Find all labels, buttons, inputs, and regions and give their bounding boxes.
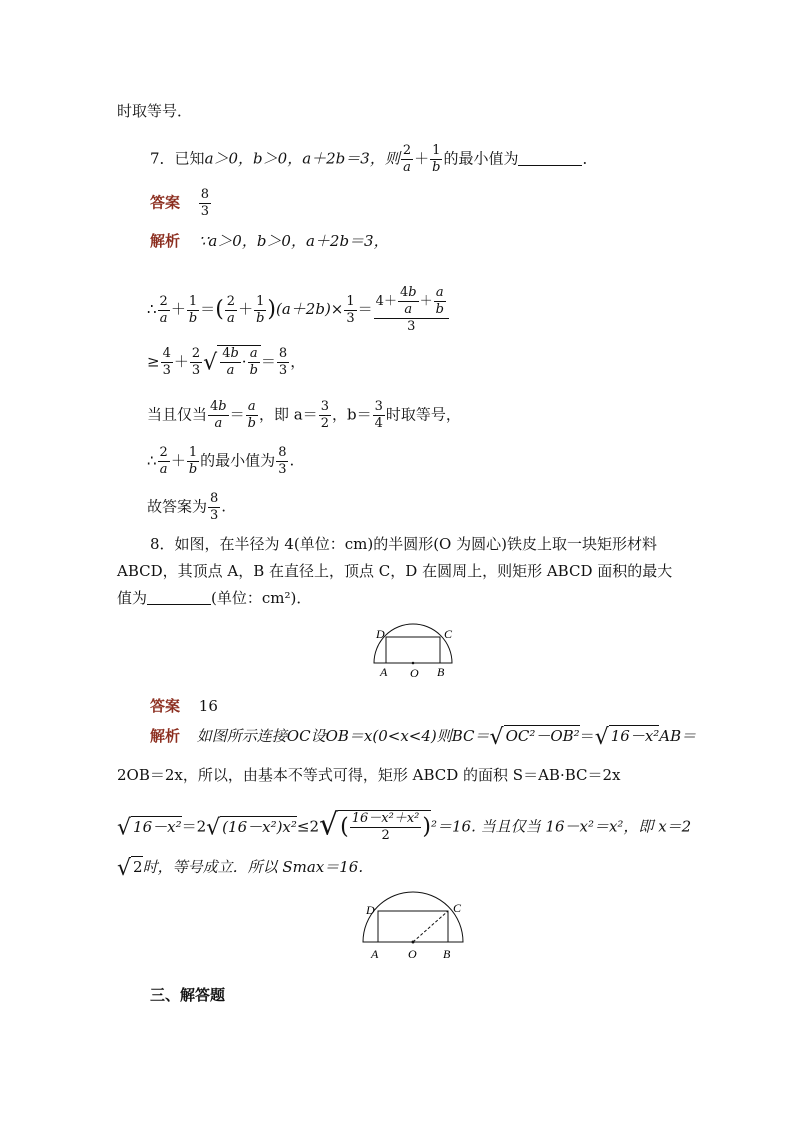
q8-s1-end: AB＝ xyxy=(659,727,697,745)
rectangle-abcd-2 xyxy=(378,911,448,942)
q8-s3-num: 16－x²＋x² xyxy=(351,811,420,826)
q8-s4-rad: 2 xyxy=(133,858,143,876)
q7-a4-d: 时取等号， xyxy=(385,405,461,424)
semicircle-figure-2 xyxy=(350,890,476,966)
q7-end: ． xyxy=(582,149,598,168)
q8-line-3 xyxy=(117,588,311,608)
q8-analysis-2: 2OB＝2x，所以，由基本不等式可得，矩形 ABCD 的面积 S＝AB·BC＝2x xyxy=(117,766,621,784)
q8-answer xyxy=(150,696,218,716)
q7-analysis-6: 故答案为 $\frac{8}{3}$ . xyxy=(147,491,227,523)
q7-a5-prefix: ∴ xyxy=(147,451,157,470)
q8-s1-mid: ＝ xyxy=(579,727,595,745)
q8-line3-b: (单位：cm²)． xyxy=(211,589,312,607)
q8-line-1 xyxy=(150,534,657,554)
label-c-1: C xyxy=(444,627,453,641)
label-d-2: D xyxy=(366,903,375,917)
q7-frac-2a: $\frac{2}{a}$ xyxy=(402,143,412,175)
section-3-heading: 三、解答题 xyxy=(150,986,226,1004)
q8-number: 8． xyxy=(150,535,175,553)
q7-a4-a: 当且仅当 xyxy=(147,405,208,424)
label-d-1: D xyxy=(376,627,385,641)
therefore-symbol: ∴ xyxy=(147,300,157,318)
q7-cond: a＞0，b＞0，a＋2b＝3，则 xyxy=(204,149,400,168)
q7-big-frac: 4＋ $\frac{4b}{a}$ ＋ $\frac{a}{b}$ 3 xyxy=(374,285,449,335)
q7-a6: 故答案为 xyxy=(147,497,208,516)
q8-s3-end: ²＝16. 当且仅当 16－x²＝x²，即 x＝2 xyxy=(431,817,692,836)
q8-analysis-label: 解析 xyxy=(150,727,181,745)
q8-s3-rad1: 16－x² xyxy=(133,817,182,836)
q7-a4-b: ，即 a＝ xyxy=(258,405,318,424)
q7-frac-1b: $\frac{1}{b}$ xyxy=(432,143,441,175)
q7-analysis-1 xyxy=(150,231,389,251)
q8-analysis-1: 解析 如图所示连接OC设OB＝x(0<x<4)则BC＝√ OC²－OB²＝√ 16－x²AB＝ xyxy=(150,725,697,750)
label-o-2: O xyxy=(408,947,417,961)
q7-a1: ∵a＞0，b＞0，a＋2b＝3， xyxy=(198,232,389,250)
q7-answer xyxy=(150,187,212,220)
q7-answer-frac: $\frac{8}{3}$ xyxy=(200,187,210,219)
label-o-1: O xyxy=(410,666,419,680)
q8-s1-rad1: OC²－OB² xyxy=(505,727,580,745)
q7-text-a: 已知 xyxy=(174,149,205,168)
q7-analysis-2: ∴ $\frac{2}{a}$ ＋ $\frac{1}{b}$ ＝( $\frac{2}{a}$ ＋ $\frac{1}{b}$ )(a＋2b)× $\frac{1}{3}$ ＝ 4＋ $\frac{4b}{a}$ ＋ $\frac{a}{b}$ 3 xyxy=(147,285,450,335)
q7-a2-mid: (a＋2b)× xyxy=(276,300,344,318)
q8-blank xyxy=(147,590,211,605)
q7-analysis-3: ≥ $\frac{4}{3}$ ＋ $\frac{2}{3}$ √ $\frac{4b}{a}$ · $\frac{a}{b}$ ＝ $\frac{8}{3}$ ， xyxy=(147,346,306,378)
semicircle-figure-1 xyxy=(364,622,464,684)
q7-a3-prefix: ≥ xyxy=(147,352,160,371)
q8-line-2: ABCD，其顶点 A，B 在直径上，顶点 C，D 在圆周上，则矩形 ABCD 面积的最大 xyxy=(117,562,673,580)
label-c-2: C xyxy=(453,901,462,915)
q8-line1-text: 如图，在半径为 4(单位：cm)的半圆形(O 为圆心)铁皮上取一块矩形材料 xyxy=(174,535,657,553)
q8-s3-rad2: (16－x²)x² xyxy=(222,817,297,836)
q8-line3-a: 值为 xyxy=(117,589,148,607)
q8-s4-text: 时，等号成立．所以 Smax＝16. xyxy=(142,858,364,876)
q8-s1-rad2: 16－x² xyxy=(610,727,660,745)
label-a-1: A xyxy=(380,665,388,679)
q8-s1: 如图所示连接OC设OB＝x(0<x<4)则BC＝ xyxy=(196,727,490,745)
q8-s3-den: 2 xyxy=(381,828,390,843)
q7-text-b: 的最小值为 xyxy=(443,149,519,168)
q7-analysis-label: 解析 xyxy=(150,232,181,250)
rectangle-abcd-1 xyxy=(386,637,440,663)
q7-blank xyxy=(518,151,582,166)
q7-a3-end: ＝ xyxy=(260,352,276,371)
label-a-2: A xyxy=(371,947,379,961)
q8-s3-mid: ＝2 xyxy=(181,817,207,836)
q7-expr: ＋ xyxy=(414,149,430,168)
q8-analysis-3: √ 16－x²＝2√ (16－x²)x²≤2√( $\frac{\text{16－x²＋x²}}{2}$ )²＝16. 当且仅当 16－x²＝x²，即 x＝2 xyxy=(117,807,692,843)
q7-stem xyxy=(150,143,597,176)
q7-a5-text: 的最小值为 xyxy=(200,451,276,470)
q7-analysis-5: ∴ $\frac{2}{a}$ ＋ $\frac{1}{b}$ 的最小值为 $\frac{8}{3}$ . xyxy=(147,445,295,477)
q8-answer-label: 答案 xyxy=(150,697,181,715)
q7-number: 7． xyxy=(150,149,175,168)
top-line: 时取等号． xyxy=(117,102,193,120)
q8-answer-value: 16 xyxy=(198,697,218,715)
label-b-2: B xyxy=(443,947,451,961)
q7-answer-label: 答案 xyxy=(150,193,181,212)
segment-oc xyxy=(413,911,448,942)
q7-a4-c: ，b＝ xyxy=(331,405,372,424)
q8-analysis-4: √ 2时，等号成立．所以 Smax＝16. xyxy=(117,856,364,881)
q7-analysis-4: 当且仅当 $\frac{4b}{a}$ ＝ $\frac{a}{b}$ ，即 a＝ $\frac{3}{2}$ ，b＝ $\frac{3}{4}$ 时取等号， xyxy=(147,399,461,431)
center-point-2 xyxy=(412,941,415,944)
label-b-1: B xyxy=(437,665,445,679)
q8-s3-le: ≤2 xyxy=(296,817,320,836)
center-point-1 xyxy=(412,662,415,665)
